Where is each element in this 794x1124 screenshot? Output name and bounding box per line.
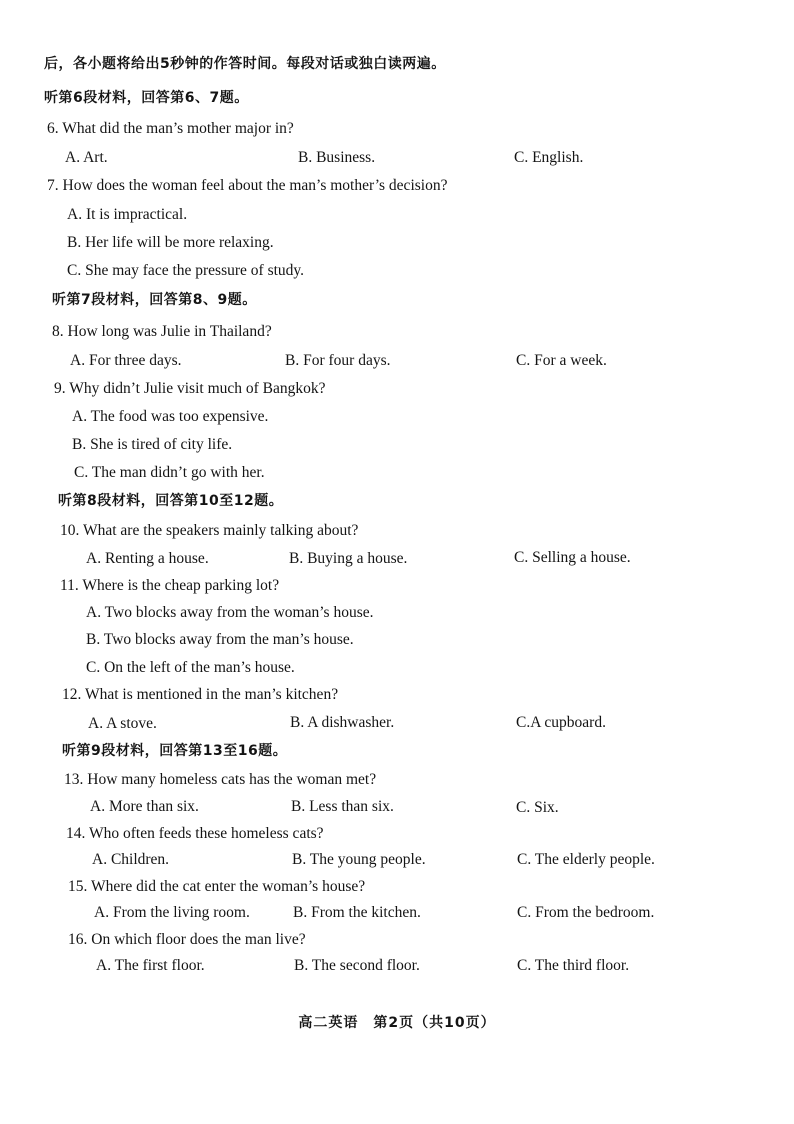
question-7-stem: 7. How does the woman feel about the man’s mother’s decision?: [47, 177, 448, 194]
section-heading-7: 听第7段材料，回答第8、9题。: [52, 292, 257, 308]
question-12-option-a: A. A stove.: [88, 715, 157, 732]
question-7-option-a: A. It is impractical.: [67, 206, 188, 223]
section-heading-8: 听第8段材料，回答第10至12题。: [58, 493, 284, 509]
page-footer: 高二英语 第2页（共10页）: [298, 1015, 496, 1031]
question-6-stem: 6. What did the man’s mother major in?: [47, 120, 294, 137]
question-14-option-b: B. The young people.: [292, 851, 426, 868]
question-9-option-a: A. The food was too expensive.: [72, 408, 269, 425]
question-13-stem: 13. How many homeless cats has the woman met?: [64, 771, 377, 788]
question-8-option-a: A. For three days.: [70, 352, 182, 369]
question-13-option-b: B. Less than six.: [291, 798, 394, 815]
question-10-option-c: C. Selling a house.: [514, 549, 631, 566]
question-9-option-c: C. The man didn’t go with her.: [74, 464, 265, 481]
question-16-stem: 16. On which floor does the man live?: [68, 931, 306, 948]
question-12-option-b: B. A dishwasher.: [290, 714, 395, 731]
question-14-stem: 14. Who often feeds these homeless cats?: [66, 825, 324, 842]
question-10-option-a: A. Renting a house.: [86, 550, 209, 567]
question-16-option-b: B. The second floor.: [294, 957, 420, 974]
question-11-option-b: B. Two blocks away from the man’s house.: [86, 631, 354, 648]
question-14-option-c: C. The elderly people.: [517, 851, 655, 868]
question-15-option-c: C. From the bedroom.: [517, 904, 655, 921]
question-10-stem: 10. What are the speakers mainly talking about?: [60, 522, 359, 539]
question-8-stem: 8. How long was Julie in Thailand?: [52, 323, 272, 340]
question-10-option-b: B. Buying a house.: [289, 550, 408, 567]
question-15-option-a: A. From the living room.: [94, 904, 250, 921]
question-15-option-b: B. From the kitchen.: [293, 904, 421, 921]
question-9-stem: 9. Why didn’t Julie visit much of Bangkok?: [54, 380, 326, 397]
section-heading-9: 听第9段材料，回答第13至16题。: [62, 743, 288, 759]
question-14-option-a: A. Children.: [92, 851, 170, 868]
question-6-option-b: B. Business.: [298, 149, 376, 166]
question-16-option-a: A. The first floor.: [96, 957, 205, 974]
question-12-option-c: C.A cupboard.: [516, 714, 606, 731]
question-15-stem: 15. Where did the cat enter the woman’s house?: [68, 878, 366, 895]
question-12-stem: 12. What is mentioned in the man’s kitchen?: [62, 686, 339, 703]
question-6-option-c: C. English.: [514, 149, 584, 166]
intro-line: 后，各小题将给出5秒钟的作答时间。每段对话或独白读两遍。: [44, 56, 446, 72]
question-7-option-b: B. Her life will be more relaxing.: [67, 234, 274, 251]
question-13-option-c: C. Six.: [516, 799, 559, 816]
question-8-option-b: B. For four days.: [285, 352, 391, 369]
question-13-option-a: A. More than six.: [90, 798, 199, 815]
question-7-option-c: C. She may face the pressure of study.: [67, 262, 305, 279]
section-heading-6: 听第6段材料，回答第6、7题。: [44, 90, 249, 106]
question-8-option-c: C. For a week.: [516, 352, 607, 369]
question-16-option-c: C. The third floor.: [517, 957, 630, 974]
question-9-option-b: B. She is tired of city life.: [72, 436, 233, 453]
question-11-option-a: A. Two blocks away from the woman’s house.: [86, 604, 374, 621]
question-11-stem: 11. Where is the cheap parking lot?: [60, 577, 280, 594]
question-6-option-a: A. Art.: [65, 149, 108, 166]
question-11-option-c: C. On the left of the man’s house.: [86, 659, 295, 676]
